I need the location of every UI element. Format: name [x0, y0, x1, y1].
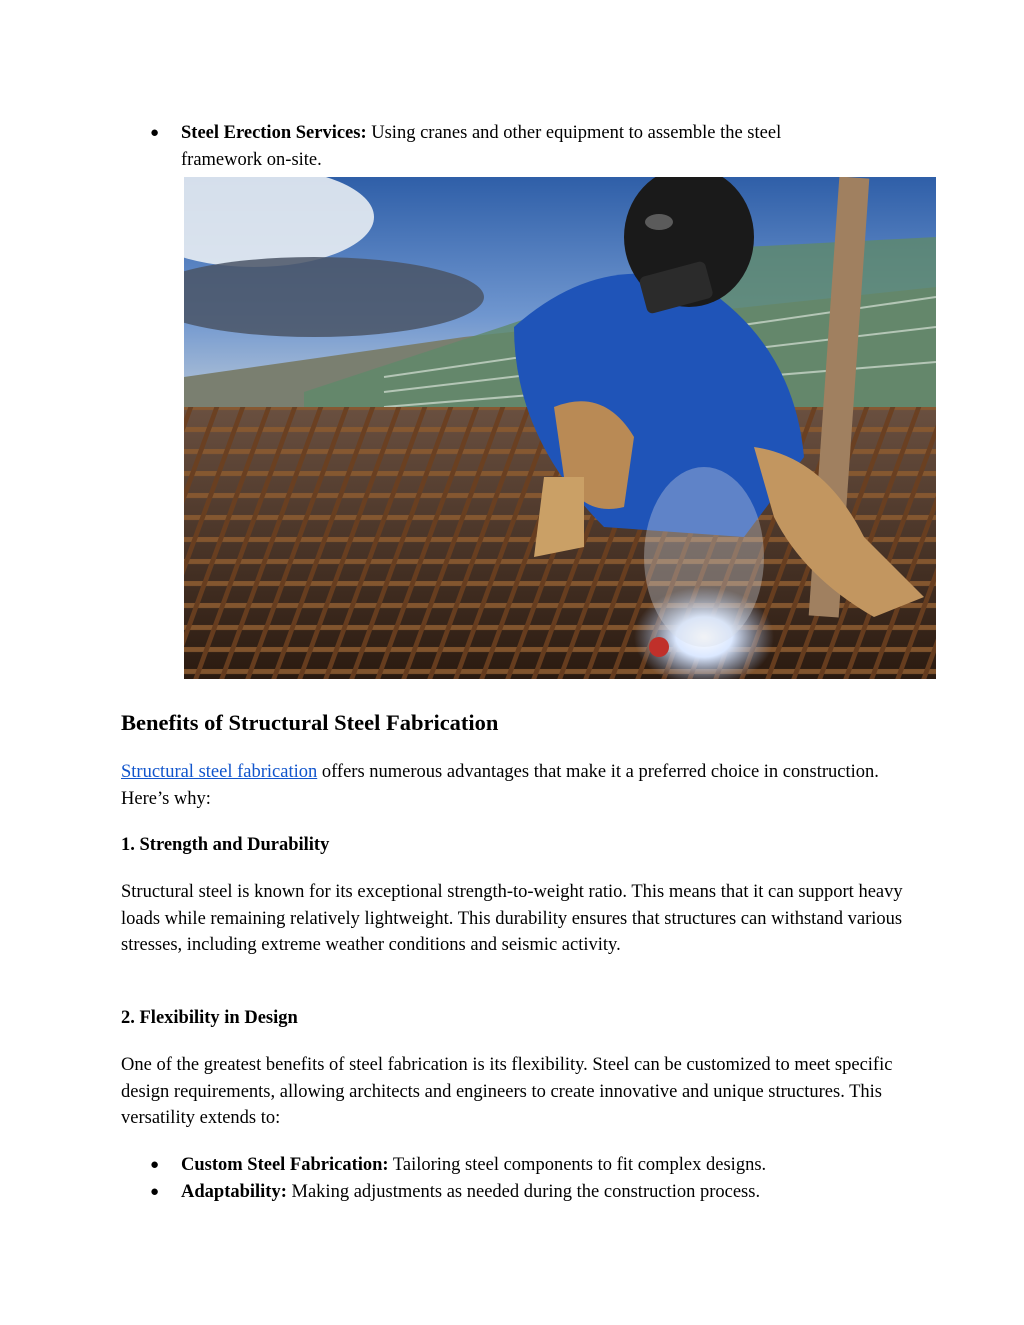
list-item-term: Steel Erection Services: [181, 123, 367, 143]
welder-photo [184, 177, 936, 679]
flexibility-paragraph: One of the greatest benefits of steel fabrication is its flexibility. Steel can be customized to meet specific design requirements, allowing architects and engineers to create innovative and unique structures. This versatility extends to: [121, 1055, 893, 1128]
bullet-icon: ● [150, 125, 160, 141]
list-item [121, 120, 861, 173]
bullet-icon: ● [150, 1183, 160, 1200]
subheading-flexibility: 2. Flexibility in Design [121, 1008, 298, 1028]
list-item-text: Using cranes and other equipment to assemble the steel framework on-site. [181, 123, 782, 170]
section-title: Benefits of Structural Steel Fabrication [121, 710, 499, 735]
list-item-term: Adaptability: [181, 1181, 287, 1202]
top-bullet-list [121, 120, 861, 173]
structural-steel-fabrication-link[interactable]: Structural steel fabrication [121, 762, 318, 782]
subheading-strength: 1. Strength and Durability [121, 835, 330, 855]
list-item [121, 1152, 911, 1179]
list-item-term: Custom Steel Fabrication: [181, 1155, 389, 1175]
list-item-text: Making adjustments as needed during the construction process. [286, 1181, 761, 1202]
list-item-text: Tailoring steel components to fit complex designs. [388, 1155, 767, 1175]
strength-paragraph: Structural steel is known for its exceptional strength-to-weight ratio. This means that it can support heavy loads while remaining relatively lightweight. This durability ensures that structures can withstand various stresses, including extreme weather conditions and seismic activity. [121, 882, 903, 955]
intro-paragraph [121, 759, 911, 812]
intro-text: offers numerous advantages that make it a preferred choice in construction. Here’s why: [121, 762, 879, 809]
bottom-bullet-list [121, 1152, 911, 1205]
bullet-icon: ● [150, 1157, 160, 1173]
list-item [121, 1179, 911, 1206]
